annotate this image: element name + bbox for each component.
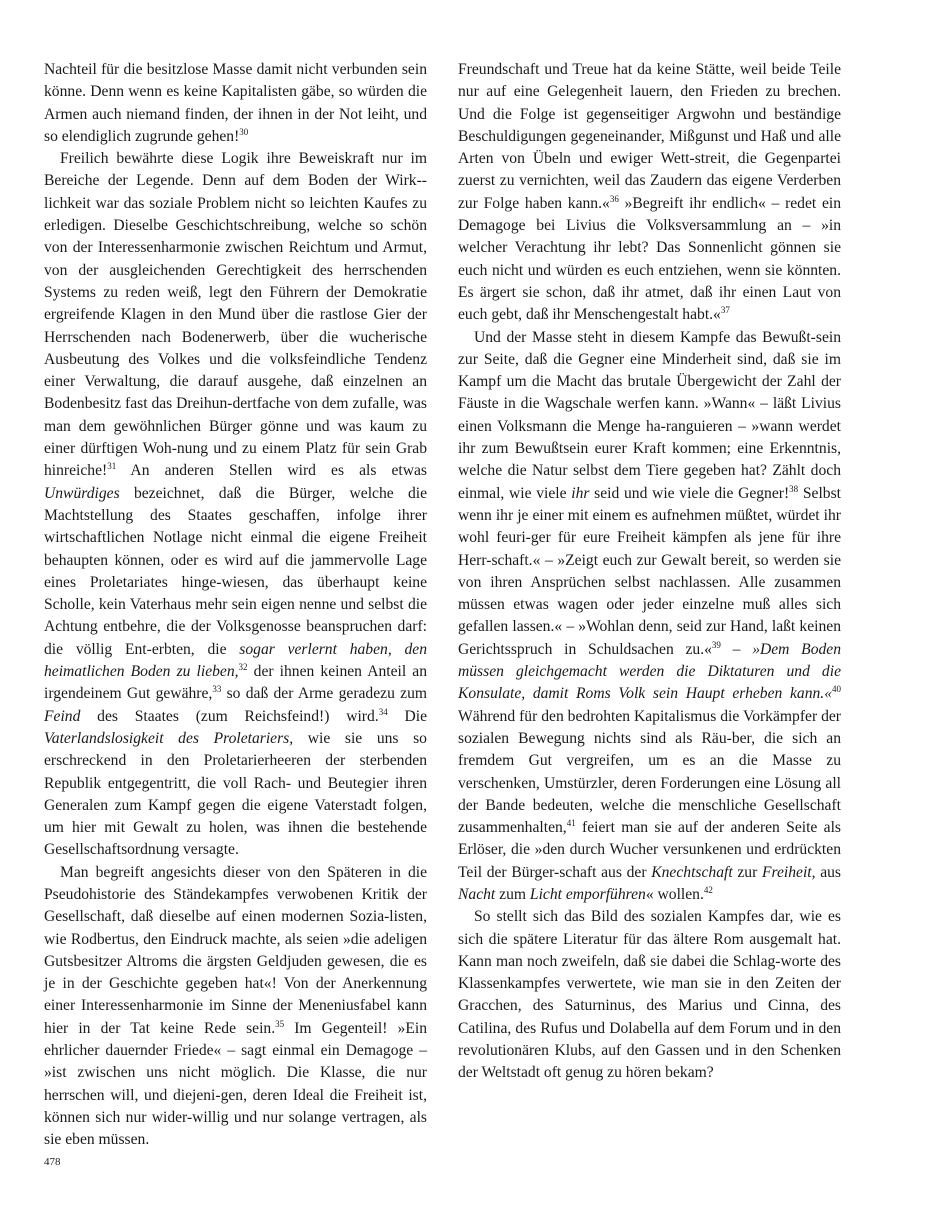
paragraph — [458, 327, 841, 907]
emphasis-text: Licht emporführen — [529, 885, 646, 903]
text-run: des Staates (zum Reichsfeind!) wird. — [80, 707, 379, 725]
footnote-ref: 40 — [832, 684, 841, 695]
paragraph — [44, 148, 427, 862]
emphasis-text: Unwürdiges — [44, 484, 120, 502]
emphasis-text: Freiheit, — [761, 863, 816, 881]
text-run: Die — [387, 707, 427, 725]
text-run: Im Gegenteil! »Ein ehrlicher dauernder Friede« – sagt einmal ein Demagoge – »ist zwischen uns nicht möglich. Die Klasse, die nur herrschen will, und diejeni-gen, deren Ideal die Freiheit ist, können sich nur wider-willig und nur solange vertragen, als sie eben müssen. — [44, 1019, 427, 1149]
footnote-ref: 34 — [378, 706, 388, 717]
text-run: »Begreift ihr endlich« – redet ein Demagoge bei Livius die Volksversammlung an – »in welcher Verachtung ihr lebt? Das Sonnenlicht gönnen sie euch nicht und würden es euch entziehen, wenn sie könnten. Es ärgert sie schon, daß ihr atmet, daß ihr einen Laut von euch gebt, daß ihr Menschengestalt habt.« — [458, 194, 841, 324]
footnote-ref: 42 — [703, 884, 713, 895]
footnote-ref: 37 — [720, 305, 730, 316]
text-run: Freundschaft und Treue hat da keine Stätte, weil beide Teile nur auf eine Gelegenheit lauern, den Frieden zu brechen. Und die Folge ist gegenseitiger Argwohn und beständige Beschuldigungen gegeneinander, Mißgunst und Haß und alle Arten von Übeln und ewiger Wett-streit, die Gegenpartei zuerst zu vernichten, weil das Zaudern das eigene Verderben zur Folge haben kann.« — [458, 61, 841, 212]
left-text-column — [44, 59, 427, 1152]
text-run: « wollen. — [645, 885, 704, 903]
text-run: Und der Masse steht in diesem Kampfe das Bewußt-sein zur Seite, daß die Gegner eine Minderheit sind, daß sie im Kampf um die Macht das brutale Übergewicht der Zahl der Fäuste in die Wagschale werfen kann. »Wann« – läßt Livius einen Volksmann die Menge ha-ranguieren – »wann werdet ihr zum Bewußtsein eurer Kraft kommen; eine Erkenntnis, welche die Natur selbst dem Tiere gegeben hat? Zählt doch einmal, wie viele — [458, 328, 841, 502]
text-run: Freilich bewährte diese Logik ihre Beweiskraft nur im Bereiche der Legende. Denn auf dem Boden der Wirk-lichkeit war das soziale Problem nicht so leichten Kaufes zu erledigen. Dieselbe Geschichtschreibung, welche so schön von der Interessenharmonie zwischen Reichtum und Armut, von der ausgleichenden Gerechtigkeit des herrschenden Systems zu reden weiß, legt den Führern der Demokratie ergreifende Klagen in den Mund über die rastlose Gier der Herrschenden nach Bodenerwerb, über die wucherische Ausbeutung des Volkes und die volksfeindliche Tendenz einer Verwaltung, die darauf ausgehe, daß einzelnen an Bodenbesitz fast das Dreihun-dertfache von dem zufalle, was man dem gewöhnlichen Bürger gönne und was kaum zu einer dürftigen Woh-nung und zu einem Platz für sein Grab hinreiche! — [44, 150, 427, 480]
footnote-ref: 32 — [238, 662, 248, 673]
paragraph — [44, 862, 427, 1152]
footnote-ref: 38 — [789, 483, 799, 494]
paragraph — [458, 59, 841, 327]
footnote-ref: 33 — [212, 684, 222, 695]
footnote-ref: 36 — [609, 193, 619, 204]
footnote-ref: 31 — [107, 461, 117, 472]
text-run: bezeichnet, daß die Bürger, welche die Machtstellung des Staates geschaffen, infolge ihrer wirtschaftlichen Notlage nicht einmal die eigene Freiheit behaupten können, oder es wird auf die jammervolle Lage eines Proletariates hinge-wiesen, das überhaupt keine Scholle, kein Vaterhaus mehr sein eigen nenne und selbst die Achtung entbehre, die der Volksgenosse beanspruchen darf: die völlig Ent-erbten, die — [44, 484, 427, 658]
footnote-ref: 35 — [275, 1018, 285, 1029]
text-run: der ihnen keinen Anteil an irgendeinem Gut gewähre, — [44, 663, 427, 703]
text-run: So stellt sich das Bild des sozialen Kampfes dar, wie es sich die spätere Literatur für das ältere Rom ausgemalt hat. Kann man noch zweifeln, daß sie dabei die Schlag-worte des Klassenkampfes verwertete, wie man sie in den Zeiten der Gracchen, des Saturninus, des Marius und Cinna, des Catilina, des Rufus und Dolabella auf dem Forum und in den revolutionären Klubs, auf den Gassen und in den Schenken der Weltstadt oft genug zu hören bekam? — [458, 908, 841, 1082]
emphasis-text: sogar verlernt haben, den heimatlichen Boden zu lieben, — [44, 640, 428, 681]
paragraph — [458, 906, 841, 1084]
text-run: aus — [815, 863, 841, 881]
text-run: seid und wie viele die Gegner! — [589, 484, 790, 502]
emphasis-text: Knechtschaft — [651, 863, 733, 881]
emphasis-text: Feind — [44, 707, 81, 725]
text-run: feiert man sie auf der anderen Seite als Erlöser, die »den durch Wucher versunkenen und erdrückten Teil der Bürger-schaft aus der — [458, 819, 841, 881]
text-run: wie sie uns so erschreckend in den Proletarierheeren der sterbenden Republik entgegentritt, die voll Rach- und Beutegier ihren Generalen zum Kampf gegen die eigene Vaterstadt folgen, um hier mit Gewalt zu holen, was ihnen die bestehende Gesellschaftsordnung versagte. — [44, 729, 427, 859]
emphasis-text: Nacht — [458, 885, 496, 903]
text-run: so daß der Arme geradezu zum — [221, 685, 427, 703]
text-run: zur — [732, 863, 762, 881]
right-text-column — [458, 59, 841, 1085]
emphasis-text: ihr — [571, 484, 590, 502]
emphasis-text: Vaterlandslosigkeit des Proletariers, — [44, 729, 294, 747]
footnote-ref: 39 — [711, 639, 721, 650]
text-run: – — [720, 640, 753, 658]
text-run: An anderen Stellen wird es als etwas — [116, 462, 427, 480]
footnote-ref: 41 — [566, 818, 576, 829]
text-run: Man begreift angesichts dieser von den Späteren in die Pseudohistorie des Ständekampfes verwobenen Kritik der Gesellschaft, daß dieselbe auf einen modernen Sozia-listen, wie Rodbertus, den Eindruck machte, als seien »die adeligen Gutsbesitzer Altroms die ärgsten Geldjuden gewesen, die es je in der Geschichte gegeben hat«! Von der Anerkennung einer Interessenharmonie im Sinne der Meneniusfabel kann hier in der Tat keine Rede sein. — [44, 863, 427, 1037]
footnote-ref: 30 — [239, 126, 249, 137]
text-run: zum — [495, 885, 530, 903]
page-number: 478 — [44, 1156, 61, 1168]
text-run: Während für den bedrohten Kapitalismus die Vorkämpfer der sozialen Bewegung nichts sind als Räu-ber, die sich an fremdem Gut vergreifen, um es an die Masse zu verschenken, Umstürzler, deren Forderungen eine Lösung all der Bande bedeuten, welche die menschliche Gesellschaft zusammenhalten, — [458, 707, 841, 837]
text-run: Nachteil für die besitzlose Masse damit nicht verbunden sein könne. Denn wenn es keine Kapitalisten gäbe, so würden die Armen auch niemand finden, der ihnen in der Not leiht, und so elendiglich zugrunde gehen! — [44, 61, 427, 145]
emphasis-text: »Dem Boden müssen gleichgemacht werden die Diktaturen und die Konsulate, damit Roms Volk sein Haupt erheben kann.« — [458, 640, 842, 703]
paragraph — [44, 59, 427, 148]
text-run: Selbst wenn ihr je einer mit einem es aufnehmen müßtet, würdet ihr wohl feuri-ger für eure Freiheit kämpfen als jene für ihre Herr-schaft.« – »Zeigt euch zur Gewalt bereit, so werden sie von ihren Ansprüchen selbst nachlassen. Alle zusammen müssen etwas wagen oder jeder einzelne muß alles sich gefallen lassen.« – »Wohlan denn, seid zur Hand, laßt keinen Gerichtsspruch in Schuldsachen zu.« — [458, 484, 841, 658]
